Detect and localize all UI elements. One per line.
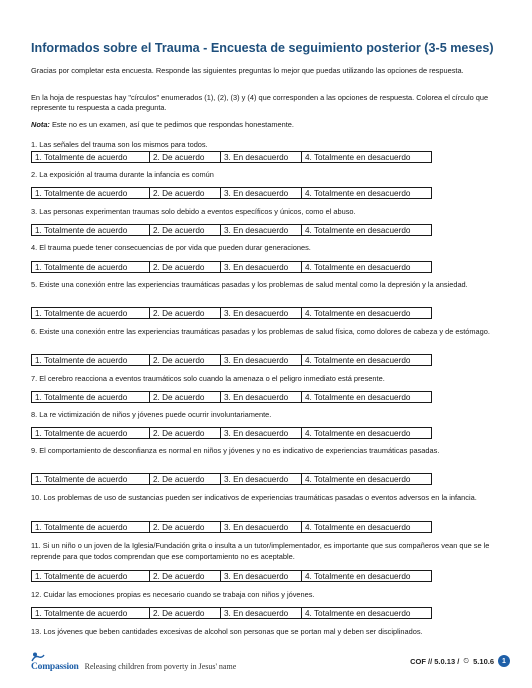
question-number: 1. bbox=[31, 140, 38, 149]
question-label: La re victimización de niños y jóvenes puede ocurrir involuntariamente. bbox=[39, 410, 272, 419]
question-label: Las señales del trauma son los mismos para todos. bbox=[39, 140, 208, 149]
question-label: El trauma puede tener consecuencias de por vida que pueden durar generaciones. bbox=[39, 243, 311, 252]
answer-option-4[interactable]: 4. Totalmente en desacuerdo bbox=[305, 475, 411, 484]
note-text: Este no es un examen, así que te pedimos que respondas honestamente. bbox=[49, 120, 294, 129]
question-label: Existe una conexión entre las experiencias traumáticas pasadas y los problemas de salud física, como dolores de cabeza y de estómago. bbox=[39, 327, 490, 336]
answer-option-2[interactable]: 2. De acuerdo bbox=[150, 571, 221, 581]
answer-option-2[interactable]: 2. De acuerdo bbox=[150, 608, 221, 618]
answer-option-4[interactable]: 4. Totalmente en desacuerdo bbox=[305, 572, 411, 581]
question-label: Existe una conexión entre las experiencias traumáticas pasadas y los problemas de salud mental como la depresión y la ansiedad. bbox=[39, 280, 468, 289]
answer-option-3[interactable]: 3. En desacuerdo bbox=[221, 262, 302, 272]
code-suffix: 5.10.6 bbox=[473, 656, 494, 666]
question-text bbox=[31, 627, 501, 638]
answer-option-4[interactable]: 4. Totalmente en desacuerdo bbox=[305, 393, 411, 402]
question-number: 3. bbox=[31, 207, 38, 216]
answer-options-row bbox=[31, 307, 432, 319]
answer-options-row bbox=[31, 427, 432, 439]
answer-option-4[interactable]: 4. Totalmente en desacuerdo bbox=[305, 609, 411, 618]
answer-options-row bbox=[31, 354, 432, 366]
answer-option-1[interactable]: 1. Totalmente de acuerdo bbox=[32, 355, 150, 365]
answer-options-row bbox=[31, 391, 432, 403]
answer-option-1[interactable]: 1. Totalmente de acuerdo bbox=[32, 188, 150, 198]
answer-option-1[interactable]: 1. Totalmente de acuerdo bbox=[32, 308, 150, 318]
answer-option-1[interactable]: 1. Totalmente de acuerdo bbox=[32, 225, 150, 235]
answer-option-1[interactable]: 1. Totalmente de acuerdo bbox=[32, 428, 150, 438]
intro-paragraph-2: En la hoja de respuestas hay "círculos" enumerados (1), (2), (3) y (4) que corresponden a las opciones de respuesta. Colorea el círculo que represente tu respuesta a cada pregunta. bbox=[31, 93, 489, 112]
answer-option-2[interactable]: 2. De acuerdo bbox=[150, 522, 221, 532]
question-number: 6. bbox=[31, 327, 38, 336]
logo-mark bbox=[31, 652, 79, 672]
question-text bbox=[31, 140, 501, 151]
answer-option-3[interactable]: 3. En desacuerdo bbox=[221, 474, 302, 484]
answer-option-1[interactable]: 1. Totalmente de acuerdo bbox=[32, 152, 150, 162]
question-text bbox=[31, 207, 501, 218]
logo-figure-icon bbox=[31, 652, 45, 662]
compassion-logo bbox=[31, 652, 236, 672]
answer-option-3[interactable]: 3. En desacuerdo bbox=[221, 522, 302, 532]
question-label: Cuidar las emociones propias es necesario cuando se trabaja con niños y jóvenes. bbox=[43, 590, 315, 599]
answer-option-3[interactable]: 3. En desacuerdo bbox=[221, 571, 302, 581]
question-label: Los jóvenes que beben cantidades excesivas de alcohol son personas que se portan mal y deben ser disciplinados. bbox=[43, 627, 423, 636]
answer-option-4[interactable]: 4. Totalmente en desacuerdo bbox=[305, 263, 411, 272]
answer-options-row bbox=[31, 570, 432, 582]
answer-option-2[interactable]: 2. De acuerdo bbox=[150, 152, 221, 162]
answer-option-2[interactable]: 2. De acuerdo bbox=[150, 188, 221, 198]
question-text bbox=[31, 493, 501, 504]
tagline: Releasing children from poverty in Jesus' name bbox=[84, 662, 237, 671]
answer-option-4[interactable]: 4. Totalmente en desacuerdo bbox=[305, 356, 411, 365]
intro-note bbox=[31, 120, 501, 130]
question-label: Las personas experimentan traumas solo debido a eventos específicos y únicos, como el abuso. bbox=[39, 207, 356, 216]
answer-option-4[interactable]: 4. Totalmente en desacuerdo bbox=[305, 153, 411, 162]
question-number: 7. bbox=[31, 374, 38, 383]
question-label: Si un niño o un joven de la Iglesia/Fundación grita o insulta a un tutor/implementador, es importante que sus compañeros vean que se le reprende para que todos comprendan que ese comportamiento no es aceptable. bbox=[31, 541, 490, 561]
answer-option-3[interactable]: 3. En desacuerdo bbox=[221, 308, 302, 318]
answer-options-row bbox=[31, 473, 432, 485]
question-label: La exposición al trauma durante la infancia es común bbox=[39, 170, 214, 179]
answer-option-3[interactable]: 3. En desacuerdo bbox=[221, 392, 302, 402]
answer-option-4[interactable]: 4. Totalmente en desacuerdo bbox=[305, 523, 411, 532]
question-label: Los problemas de uso de sustancias pueden ser indicativos de experiencias traumáticas pasadas o eventos adversos en la infancia. bbox=[43, 493, 477, 502]
question-number: 12. bbox=[31, 590, 42, 599]
page-number-badge: 1 bbox=[498, 655, 510, 667]
document-code bbox=[410, 655, 510, 667]
question-label: El comportamiento de desconfianza es normal en niños y jóvenes y no es indicativo de experiencias traumáticas pasadas. bbox=[39, 446, 440, 455]
answer-option-1[interactable]: 1. Totalmente de acuerdo bbox=[32, 608, 150, 618]
answer-option-3[interactable]: 3. En desacuerdo bbox=[221, 152, 302, 162]
answer-option-4[interactable]: 4. Totalmente en desacuerdo bbox=[305, 309, 411, 318]
answer-option-3[interactable]: 3. En desacuerdo bbox=[221, 608, 302, 618]
answer-options-row bbox=[31, 607, 432, 619]
question-text bbox=[31, 327, 501, 338]
note-label: Nota: bbox=[31, 120, 50, 129]
answer-options-row bbox=[31, 224, 432, 236]
clock-icon: ⏲ bbox=[463, 656, 470, 665]
question-number: 8. bbox=[31, 410, 38, 419]
answer-option-3[interactable]: 3. En desacuerdo bbox=[221, 225, 302, 235]
question-number: 2. bbox=[31, 170, 38, 179]
answer-options-row bbox=[31, 151, 432, 163]
page-title: Informados sobre el Trauma - Encuesta de seguimiento posterior (3-5 meses) bbox=[31, 41, 494, 55]
question-number: 11. bbox=[31, 541, 41, 550]
code-prefix: COF // 5.0.13 / bbox=[410, 656, 460, 666]
answer-option-4[interactable]: 4. Totalmente en desacuerdo bbox=[305, 429, 411, 438]
answer-option-2[interactable]: 2. De acuerdo bbox=[150, 262, 221, 272]
question-text bbox=[31, 590, 501, 601]
question-text bbox=[31, 541, 501, 562]
logo-text: Compassion bbox=[31, 662, 79, 672]
answer-option-2[interactable]: 2. De acuerdo bbox=[150, 308, 221, 318]
answer-option-2[interactable]: 2. De acuerdo bbox=[150, 355, 221, 365]
answer-option-4[interactable]: 4. Totalmente en desacuerdo bbox=[305, 226, 411, 235]
question-number: 4. bbox=[31, 243, 38, 252]
answer-option-3[interactable]: 3. En desacuerdo bbox=[221, 188, 302, 198]
answer-option-4[interactable]: 4. Totalmente en desacuerdo bbox=[305, 189, 411, 198]
answer-option-1[interactable]: 1. Totalmente de acuerdo bbox=[32, 571, 150, 581]
question-text bbox=[31, 374, 501, 385]
answer-options-row bbox=[31, 187, 432, 199]
answer-option-1[interactable]: 1. Totalmente de acuerdo bbox=[32, 392, 150, 402]
answer-options-row bbox=[31, 521, 432, 533]
answer-option-2[interactable]: 2. De acuerdo bbox=[150, 474, 221, 484]
answer-options-row bbox=[31, 261, 432, 273]
answer-option-2[interactable]: 2. De acuerdo bbox=[150, 225, 221, 235]
question-text bbox=[31, 170, 501, 181]
answer-option-1[interactable]: 1. Totalmente de acuerdo bbox=[32, 262, 150, 272]
answer-option-2[interactable]: 2. De acuerdo bbox=[150, 392, 221, 402]
question-text bbox=[31, 410, 501, 421]
question-text bbox=[31, 243, 501, 254]
answer-option-1[interactable]: 1. Totalmente de acuerdo bbox=[32, 474, 150, 484]
question-text bbox=[31, 280, 501, 291]
question-number: 5. bbox=[31, 280, 38, 289]
question-text bbox=[31, 446, 501, 457]
question-number: 13. bbox=[31, 627, 42, 636]
answer-option-3[interactable]: 3. En desacuerdo bbox=[221, 428, 302, 438]
question-label: El cerebro reacciona a eventos traumáticos solo cuando la amenaza o el peligro inmediato está presente. bbox=[39, 374, 385, 383]
answer-option-1[interactable]: 1. Totalmente de acuerdo bbox=[32, 522, 150, 532]
answer-option-2[interactable]: 2. De acuerdo bbox=[150, 428, 221, 438]
question-number: 10. bbox=[31, 493, 42, 502]
answer-option-3[interactable]: 3. En desacuerdo bbox=[221, 355, 302, 365]
intro-paragraph-1: Gracias por completar esta encuesta. Responde las siguientes preguntas lo mejor que puedas utilizando las opciones de respuesta. bbox=[31, 66, 464, 75]
question-number: 9. bbox=[31, 446, 38, 455]
